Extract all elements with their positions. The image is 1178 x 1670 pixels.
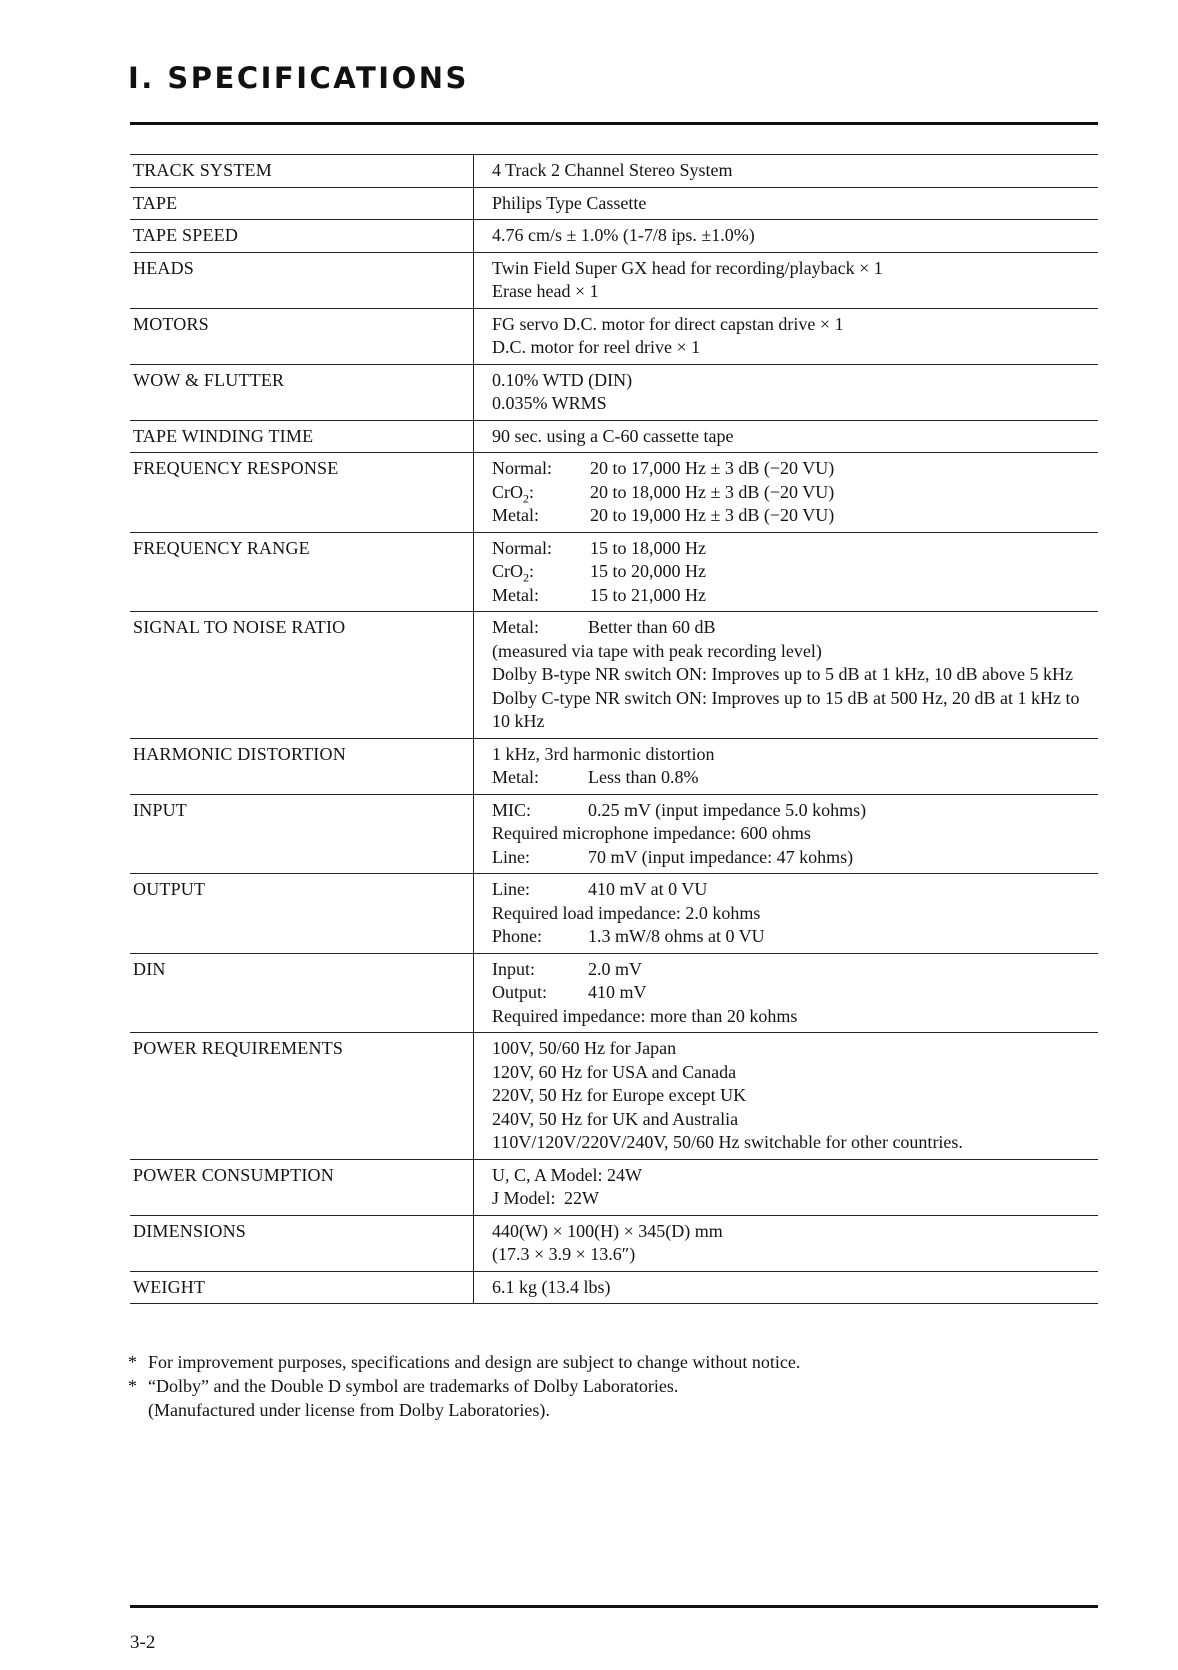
spec-value xyxy=(474,252,1099,308)
spec-row-heads xyxy=(130,252,1098,308)
spec-key: Output: xyxy=(492,982,548,1002)
spec-value-line: (measured via tape with peak recording level) xyxy=(492,640,822,661)
specifications-table xyxy=(130,154,1098,1304)
footnote-text: “Dolby” and the Double D symbol are trademarks of Dolby Laboratories. xyxy=(148,1376,679,1396)
spec-value-pair xyxy=(492,616,1098,640)
spec-value-line: 0.10% WTD (DIN) xyxy=(492,369,633,390)
spec-label: FREQUENCY RANGE xyxy=(130,532,474,612)
spec-key: Metal: xyxy=(492,617,539,637)
spec-label: WEIGHT xyxy=(130,1271,474,1304)
spec-key: Normal: xyxy=(492,458,552,478)
spec-value xyxy=(474,187,1099,220)
spec-value-pair xyxy=(492,584,1098,608)
spec-value xyxy=(474,1033,1099,1160)
spec-value-pair xyxy=(492,504,1098,528)
spec-value-line: 4 Track 2 Channel Stereo System xyxy=(492,160,733,180)
spec-label: TAPE xyxy=(130,187,474,220)
footnote xyxy=(128,1350,1088,1374)
spec-value-line: D.C. motor for reel drive × 1 xyxy=(492,337,701,357)
spec-key-value: Less than 0.8% xyxy=(588,767,699,787)
spec-value-pair xyxy=(492,958,1098,982)
spec-label: DIMENSIONS xyxy=(130,1215,474,1271)
spec-key-value: 410 mV at 0 VU xyxy=(588,879,708,899)
spec-key-value: 15 to 20,000 Hz xyxy=(590,561,706,581)
spec-row-dimensions xyxy=(130,1215,1098,1271)
spec-row-harmonic-distortion xyxy=(130,738,1098,794)
spec-value-line: 100V, 50/60 Hz for Japan xyxy=(492,1038,677,1058)
spec-label: TAPE SPEED xyxy=(130,220,474,253)
spec-value-line: 4.76 cm/s ± 1.0% (1-7/8 ips. ±1.0%) xyxy=(492,225,755,245)
spec-value-pair xyxy=(492,766,1098,790)
footnote-star: * xyxy=(128,1352,137,1372)
spec-key: Phone: xyxy=(492,926,543,946)
spec-key-value: 0.25 mV (input impedance 5.0 kohms) xyxy=(588,799,867,820)
spec-value xyxy=(474,953,1099,1033)
spec-key xyxy=(492,560,590,584)
spec-row-motors xyxy=(130,308,1098,364)
spec-label: MOTORS xyxy=(130,308,474,364)
spec-value-pair xyxy=(492,925,1098,949)
spec-label: SIGNAL TO NOISE RATIO xyxy=(130,612,474,739)
spec-value-line: 6.1 kg (13.4 lbs) xyxy=(492,1276,611,1297)
spec-label: POWER REQUIREMENTS xyxy=(130,1033,474,1160)
spec-value xyxy=(474,1271,1099,1304)
spec-value-line: Twin Field Super GX head for recording/playback × 1 xyxy=(492,257,883,278)
spec-row-snr xyxy=(130,612,1098,739)
spec-key-subscript: 2 xyxy=(523,491,529,506)
spec-value-pair xyxy=(492,1187,1098,1211)
spec-key-main: CrO xyxy=(492,481,523,502)
spec-row-frequency-response xyxy=(130,453,1098,533)
spec-key: Line: xyxy=(492,846,530,867)
page-title: I. SPECIFICATIONS xyxy=(128,61,469,95)
spec-value-line: Required load impedance: 2.0 kohms xyxy=(492,902,761,923)
spec-label: TRACK SYSTEM xyxy=(130,155,474,188)
spec-value-line: Erase head × 1 xyxy=(492,281,599,301)
spec-label: HARMONIC DISTORTION xyxy=(130,738,474,794)
spec-key-value: 2.0 mV xyxy=(588,958,642,979)
spec-value xyxy=(474,612,1099,739)
spec-key: J Model: xyxy=(492,1188,556,1208)
spec-value-line: Philips Type Cassette xyxy=(492,192,647,213)
spec-label: WOW & FLUTTER xyxy=(130,364,474,420)
spec-key xyxy=(492,481,590,505)
spec-value xyxy=(474,308,1099,364)
spec-key-tail: : xyxy=(529,481,535,502)
spec-value-line: 0.035% WRMS xyxy=(492,393,607,413)
spec-value-pair xyxy=(492,560,1098,584)
spec-value xyxy=(474,155,1099,188)
spec-row-output xyxy=(130,874,1098,954)
spec-value-line: 240V, 50 Hz for UK and Australia xyxy=(492,1108,739,1129)
spec-key-main: CrO xyxy=(492,561,523,581)
spec-label: DIN xyxy=(130,953,474,1033)
spec-value-line: Required microphone impedance: 600 ohms xyxy=(492,823,811,843)
spec-value-pair xyxy=(492,481,1098,505)
spec-key-value: 15 to 18,000 Hz xyxy=(590,537,706,558)
page-number: 3-2 xyxy=(130,1632,156,1653)
spec-value-line: 90 sec. using a C-60 cassette tape xyxy=(492,425,734,446)
spec-key: Input: xyxy=(492,958,535,979)
spec-value xyxy=(474,874,1099,954)
spec-key: Metal: xyxy=(492,584,539,605)
spec-value-line: FG servo D.C. motor for direct capstan drive × 1 xyxy=(492,313,844,334)
spec-value-line: 120V, 60 Hz for USA and Canada xyxy=(492,1061,737,1082)
spec-label: HEADS xyxy=(130,252,474,308)
spec-row-tape-speed xyxy=(130,220,1098,253)
spec-value-pair xyxy=(492,457,1098,481)
spec-row-tape xyxy=(130,187,1098,220)
spec-value-line: Dolby B-type NR switch ON: Improves up to 5 dB at 1 kHz, 10 dB above 5 kHz xyxy=(492,664,1073,684)
spec-value-pair xyxy=(492,981,1098,1005)
spec-value xyxy=(474,1215,1099,1271)
spec-row-frequency-range xyxy=(130,532,1098,612)
footnote-continuation: (Manufactured under license from Dolby Laboratories). xyxy=(148,1400,550,1420)
spec-value xyxy=(474,220,1099,253)
spec-key: Line: xyxy=(492,879,530,899)
footnotes xyxy=(128,1350,1088,1422)
spec-value-line: 220V, 50 Hz for Europe except UK xyxy=(492,1085,747,1105)
spec-key-value: 1.3 mW/8 ohms at 0 VU xyxy=(588,926,765,946)
spec-key-value: 22W xyxy=(564,1188,599,1208)
spec-value xyxy=(474,532,1099,612)
spec-key: MIC: xyxy=(492,799,532,820)
spec-value xyxy=(474,738,1099,794)
spec-row-winding-time xyxy=(130,420,1098,453)
spec-key-value: Better than 60 dB xyxy=(588,617,716,637)
spec-value-line: 1 kHz, 3rd harmonic distortion xyxy=(492,743,715,764)
spec-row-weight xyxy=(130,1271,1098,1304)
spec-value xyxy=(474,1159,1099,1215)
spec-label: POWER CONSUMPTION xyxy=(130,1159,474,1215)
footer-rule xyxy=(130,1605,1098,1608)
spec-value-line: Dolby C-type NR switch ON: Improves up to 15 dB at 500 Hz, 20 dB at 1 kHz to 10 kHz xyxy=(492,687,1080,731)
spec-key-value: 410 mV xyxy=(588,982,647,1002)
footnote-text: For improvement purposes, specifications and design are subject to change without notice. xyxy=(148,1352,801,1372)
spec-value-line: (17.3 × 3.9 × 13.6″) xyxy=(492,1244,636,1264)
spec-value-line: Required impedance: more than 20 kohms xyxy=(492,1005,798,1026)
spec-key-tail: : xyxy=(529,561,535,581)
spec-value-pair xyxy=(492,878,1098,902)
spec-row-track-system xyxy=(130,155,1098,188)
spec-label: INPUT xyxy=(130,794,474,874)
spec-value-line: 110V/120V/220V/240V, 50/60 Hz switchable for other countries. xyxy=(492,1132,963,1152)
footnote-star: * xyxy=(128,1376,137,1396)
title-rule xyxy=(130,122,1098,125)
spec-value xyxy=(474,420,1099,453)
footnote xyxy=(128,1374,1088,1398)
spec-key: Metal: xyxy=(492,767,539,787)
spec-value xyxy=(474,453,1099,533)
spec-row-power-consumption xyxy=(130,1159,1098,1215)
spec-row-wow-flutter xyxy=(130,364,1098,420)
spec-row-din xyxy=(130,953,1098,1033)
spec-key-value: 15 to 21,000 Hz xyxy=(590,584,706,605)
spec-value-pair xyxy=(492,537,1098,561)
spec-row-power-requirements xyxy=(130,1033,1098,1160)
spec-label: FREQUENCY RESPONSE xyxy=(130,453,474,533)
spec-label: OUTPUT xyxy=(130,874,474,954)
spec-row-input xyxy=(130,794,1098,874)
spec-value xyxy=(474,794,1099,874)
spec-key-value: 20 to 18,000 Hz ± 3 dB (−20 VU) xyxy=(590,481,835,502)
spec-value xyxy=(474,364,1099,420)
spec-value-line: 440(W) × 100(H) × 345(D) mm xyxy=(492,1220,723,1241)
spec-key: Normal: xyxy=(492,537,552,558)
spec-key: Metal: xyxy=(492,505,539,525)
spec-key-subscript: 2 xyxy=(523,570,529,585)
spec-value-pair xyxy=(492,799,1098,823)
spec-value-pair xyxy=(492,846,1098,870)
spec-key-value: 20 to 17,000 Hz ± 3 dB (−20 VU) xyxy=(590,458,835,478)
spec-key-value: 70 mV (input impedance: 47 kohms) xyxy=(588,846,854,867)
spec-key-value: 20 to 19,000 Hz ± 3 dB (−20 VU) xyxy=(590,505,835,525)
spec-value-line: U, C, A Model: 24W xyxy=(492,1164,643,1185)
spec-label: TAPE WINDING TIME xyxy=(130,420,474,453)
